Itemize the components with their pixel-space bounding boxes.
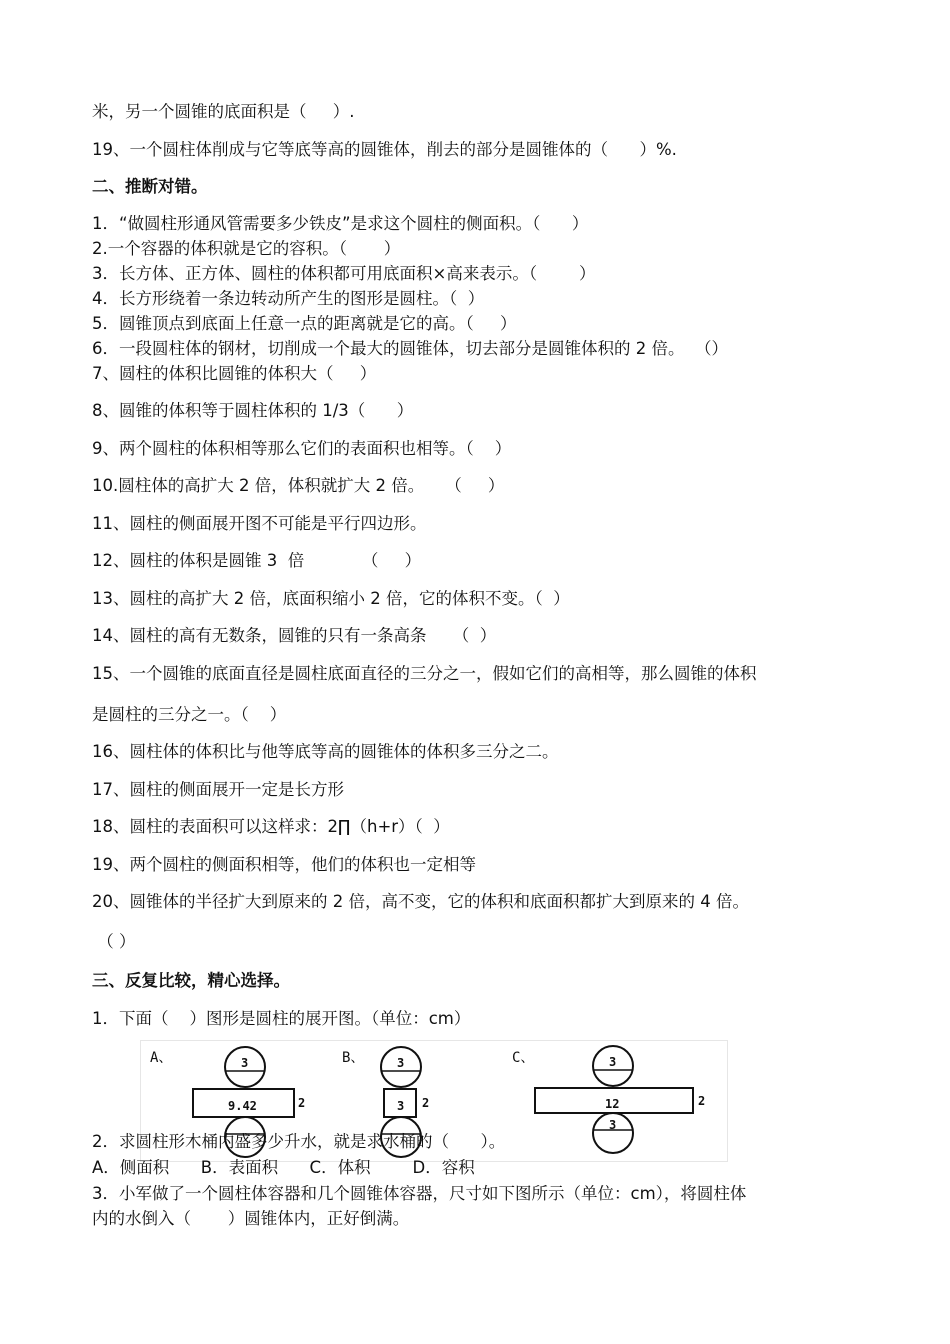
tf-question-7: 7、圆柱的体积比圆锥的体积大（ ） xyxy=(92,364,377,383)
tf-question-15-line-2: 是圆柱的三分之一。（ ） xyxy=(92,705,287,724)
option-b-top-circle-label: 3 xyxy=(397,1056,405,1070)
tf-question-11: 11、圆柱的侧面展开图不可能是平行四边形。 xyxy=(92,514,427,533)
mc-question-1: 1．下面（ ）图形是圆柱的展开图。（单位：cm） xyxy=(92,1009,471,1028)
tf-question-6: 6．一段圆柱体的钢材，切削成一个最大的圆锥体，切去部分是圆锥体积的 2 倍。 （） xyxy=(92,339,728,358)
mc-question-3-line-1: 3．小军做了一个圆柱体容器和几个圆锥体容器，尺寸如下图所示（单位：cm），将圆柱体 xyxy=(92,1184,747,1203)
mc-question-2: 2．求圆柱形木桶内盛多少升水，就是求水桶的（ ）。 xyxy=(92,1132,506,1151)
option-b-height-label: 2 xyxy=(422,1096,430,1110)
tf-question-8: 8、圆锥的体积等于圆柱体积的 1/3（ ） xyxy=(92,401,414,420)
tf-question-19: 19、两个圆柱的侧面积相等，他们的体积也一定相等 xyxy=(92,855,476,874)
tf-question-9: 9、两个圆柱的体积相等那么它们的表面积也相等。（ ） xyxy=(92,439,512,458)
section-2-heading: 二、推断对错。 xyxy=(92,177,208,196)
tf-question-13: 13、圆柱的高扩大 2 倍，底面积缩小 2 倍，它的体积不变。（ ） xyxy=(92,589,570,608)
option-c-rectangle-label: 12 xyxy=(605,1097,620,1111)
question-19-fill: 19、一个圆柱体削成与它等底等高的圆锥体，削去的部分是圆锥体的（ ）%. xyxy=(92,140,677,159)
mc-question-2-options: A．侧面积 B．表面积 C．体积 D．容积 xyxy=(92,1158,475,1177)
tf-question-2: 2.一个容器的体积就是它的容积。（ ） xyxy=(92,239,401,258)
tf-question-4: 4．长方形绕着一条边转动所产生的图形是圆柱。（ ） xyxy=(92,289,485,308)
tf-question-14: 14、圆柱的高有无数条，圆锥的只有一条高条 （ ） xyxy=(92,626,497,645)
option-c-height-label: 2 xyxy=(698,1094,706,1108)
tf-question-20: 20、圆锥体的半径扩大到原来的 2 倍，高不变，它的体积和底面积都扩大到原来的 4 倍。 xyxy=(92,892,749,911)
mc-question-3-line-2: 内的水倒入（ ）圆锥体内，正好倒满。 xyxy=(92,1209,410,1228)
option-a-height-label: 2 xyxy=(298,1096,306,1110)
tf-question-10: 10.圆柱体的高扩大 2 倍，体积就扩大 2 倍。 （ ） xyxy=(92,476,505,495)
option-a-top-circle-label: 3 xyxy=(241,1056,249,1070)
tf-question-15-line-1: 15、一个圆锥的底面直径是圆柱底面直径的三分之一，假如它们的高相等，那么圆锥的体积 xyxy=(92,664,757,683)
tf-question-17: 17、圆柱的侧面展开一定是长方形 xyxy=(92,780,344,799)
tf-question-3: 3．长方体、正方体、圆柱的体积都可用底面积×高来表示。（ ） xyxy=(92,264,596,283)
tf-question-18: 18、圆柱的表面积可以这样求：2∏（h+r）（ ） xyxy=(92,817,450,836)
option-b-label: B、 xyxy=(342,1050,365,1066)
text-line-1: 米，另一个圆锥的底面积是（ ）. xyxy=(92,102,355,121)
option-c-top-circle-label: 3 xyxy=(609,1055,617,1069)
section-3-heading: 三、反复比较，精心选择。 xyxy=(92,971,290,990)
option-a-label: A、 xyxy=(150,1050,173,1066)
option-b-rectangle-label: 3 xyxy=(397,1099,405,1113)
option-c-bottom-circle-label: 3 xyxy=(609,1118,617,1132)
tf-question-20-answer: （ ） xyxy=(92,932,136,951)
tf-question-16: 16、圆柱体的体积比与他等底等高的圆锥体的体积多三分之二。 xyxy=(92,742,559,761)
tf-question-5: 5．圆锥顶点到底面上任意一点的距离就是它的高。（ ） xyxy=(92,314,517,333)
option-c-label: C、 xyxy=(512,1050,535,1066)
tf-question-12: 12、圆柱的体积是圆锥 3 倍 （ ） xyxy=(92,551,422,570)
tf-question-1: 1．“做圆柱形通风管需要多少铁皮”是求这个圆柱的侧面积。（ ） xyxy=(92,214,589,233)
option-a-rectangle-label: 9.42 xyxy=(228,1099,257,1113)
